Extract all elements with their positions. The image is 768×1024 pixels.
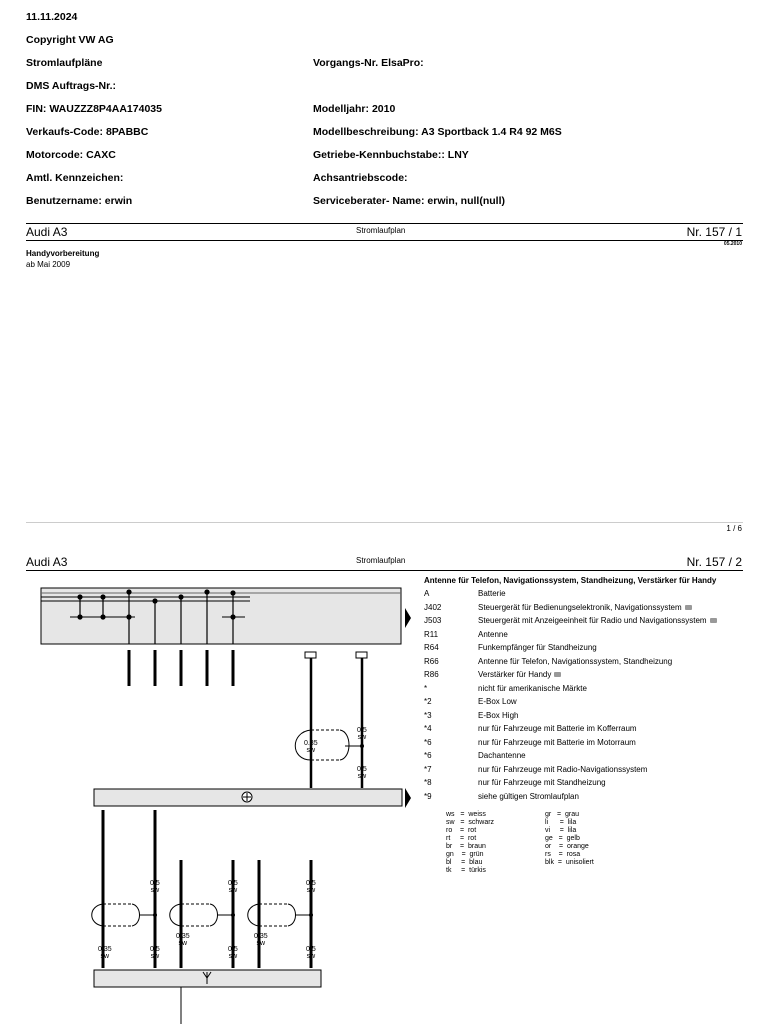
control-unit-box — [41, 588, 401, 644]
camera-icon — [685, 605, 692, 610]
wire-label: 0.35 sw — [98, 946, 112, 960]
camera-icon — [554, 672, 561, 677]
wire-label: 0.5 sw — [306, 880, 316, 894]
continuation-arrow — [405, 608, 411, 628]
wire-label: 0.5 sw — [150, 946, 160, 960]
divider — [26, 223, 743, 224]
page1-number: Nr. 157 / 1 — [686, 225, 742, 239]
wire-label: 0.5 sw — [228, 946, 238, 960]
meta-field: Achsantriebscode: — [313, 172, 408, 184]
divider — [26, 240, 743, 241]
meta-field: Verkaufs-Code: 8PABBC — [26, 126, 149, 138]
copyright: Copyright VW AG — [26, 34, 114, 46]
legend-title: Antenne für Telefon, Navigationssystem, Standheizung, Verstärker für Handy — [424, 576, 717, 585]
wiring-diagram — [0, 570, 420, 1024]
wire-label: 0.5 sw — [228, 880, 238, 894]
page1-doc-type: Stromlaufplan — [356, 226, 406, 235]
page1-model: Audi A3 — [26, 225, 68, 239]
wire-label: 0.5 sw — [357, 727, 367, 741]
page1-subtitle: ab Mai 2009 — [26, 260, 71, 269]
page2-number: Nr. 157 / 2 — [686, 555, 742, 569]
wire-label: 0.35 sw — [254, 933, 268, 947]
meta-field: Amtl. Kennzeichen: — [26, 172, 124, 184]
meta-field: FIN: WAUZZZ8P4AA174035 — [26, 103, 162, 115]
page1-date-small: 05.2010 — [723, 241, 742, 247]
meta-field: Vorgangs-Nr. ElsaPro: — [313, 57, 424, 69]
color-key-right: gr = grau li = lila vi = lila ge = gelb or = orange rs = rosa blk = unisoliert — [545, 811, 594, 866]
wire-label: 0.5 sw — [357, 766, 367, 780]
page-separator — [26, 522, 743, 523]
wire-label: 0.35 sw — [304, 740, 318, 754]
meta-field: Stromlaufpläne — [26, 57, 103, 69]
meta-field: Modellbeschreibung: A3 Sportback 1.4 R4 92 M6S — [313, 126, 562, 138]
wire-label: 0.5 sw — [150, 880, 160, 894]
camera-icon — [710, 618, 717, 623]
print-date: 11.11.2024 — [26, 11, 78, 23]
meta-field: Benutzername: erwin — [26, 195, 133, 207]
meta-field: Getriebe-Kennbuchstabe:: LNY — [313, 149, 469, 161]
page2-model: Audi A3 — [26, 555, 68, 569]
page1-title: Handyvorbereitung — [26, 249, 100, 258]
meta-field: Serviceberater- Name: erwin, null(null) — [313, 195, 505, 207]
meta-field: Motorcode: CAXC — [26, 149, 116, 161]
meta-field: DMS Auftrags-Nr.: — [26, 80, 117, 92]
wire-label: 0.35 sw — [176, 933, 190, 947]
meta-field: Modelljahr: 2010 — [313, 103, 396, 115]
page-counter: 1 / 6 — [726, 524, 742, 533]
color-key-left: ws = weiss sw = schwarz ro = rot rt = rot br = braun gn = grün bl = blau tk = türkis — [446, 811, 495, 874]
wire-label: 0.5 sw — [306, 946, 316, 960]
page2-doc-type: Stromlaufplan — [356, 556, 406, 565]
